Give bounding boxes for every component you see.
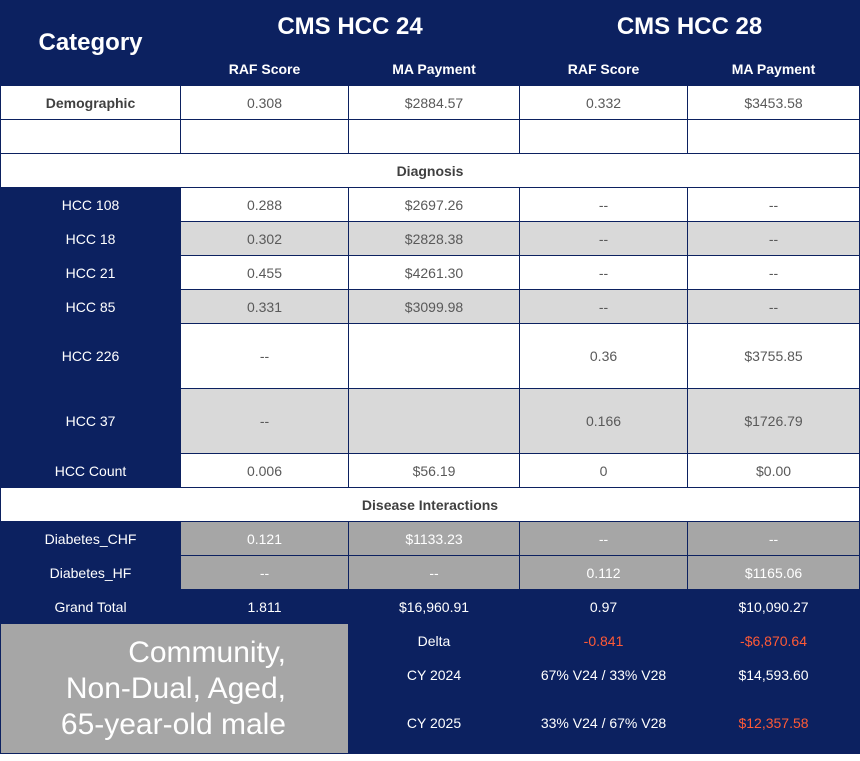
v24-raf-cell: -- [181,389,349,454]
row-label: HCC 18 [1,222,181,256]
v28-payment-cell: $0.00 [688,454,860,488]
v24-payment-cell: $56.19 [349,454,520,488]
v24-raf-cell: 0.006 [181,454,349,488]
v28-raf-cell: -- [520,522,688,556]
v24-payment-cell: $2884.57 [349,86,520,120]
note-line: Non-Dual, Aged, [65,671,286,705]
v28-raf-cell: -- [520,188,688,222]
cy2024-mix-cell: 67% V24 / 33% V28 [520,658,688,692]
empty-cell [688,120,860,154]
diabetes-chf-row [1,522,860,556]
cy2025-payment-cell: $12,357.58 [688,692,860,754]
v24-raf-cell: 1.811 [181,590,349,624]
v24-raf-cell: 0.288 [181,188,349,222]
v28-ma-payment-header: MA Payment [688,53,860,86]
v24-raf-cell: -- [181,556,349,590]
v28-payment-cell: -- [688,188,860,222]
demographic-row [1,86,860,120]
v24-payment-cell: $1133.23 [349,522,520,556]
v28-payment-cell: $3755.85 [688,324,860,389]
cy2025-label: CY 2025 [349,692,520,754]
cms-hcc-24-header: CMS HCC 24 [181,1,520,53]
v28-raf-cell: 0.36 [520,324,688,389]
delta-payment-cell: -$6,870.64 [688,624,860,658]
v24-raf-cell: 0.331 [181,290,349,324]
grand-total-row [1,590,860,624]
patient-profile-note [1,624,349,754]
v28-raf-cell: -- [520,222,688,256]
v24-raf-cell: 0.121 [181,522,349,556]
v24-payment-cell: $2828.38 [349,222,520,256]
disease-interactions-section-header: Disease Interactions [1,488,860,522]
v24-payment-cell [349,389,520,454]
v28-payment-cell: $3453.58 [688,86,860,120]
empty-row [1,120,860,154]
row-label: Demographic [1,86,181,120]
v24-payment-cell: $16,960.91 [349,590,520,624]
v24-payment-cell [349,324,520,389]
row-label: HCC Count [1,454,181,488]
v24-payment-cell: $3099.98 [349,290,520,324]
hcc-85-row [1,290,860,324]
v24-raf-cell: -- [181,324,349,389]
v24-raf-cell: 0.308 [181,86,349,120]
v28-payment-cell: -- [688,256,860,290]
v28-raf-cell: 0.112 [520,556,688,590]
v28-raf-cell: -- [520,290,688,324]
v24-payment-cell: -- [349,556,520,590]
v24-raf-cell: 0.455 [181,256,349,290]
row-label: HCC 108 [1,188,181,222]
v28-payment-cell: -- [688,222,860,256]
row-label: Diabetes_CHF [1,522,181,556]
row-label: HCC 85 [1,290,181,324]
hcc-108-row [1,188,860,222]
empty-cell [1,120,181,154]
empty-cell [181,120,349,154]
row-label: Diabetes_HF [1,556,181,590]
delta-row [1,624,860,658]
empty-cell [520,120,688,154]
hcc-226-row [1,324,860,389]
hcc-37-row [1,389,860,454]
v28-raf-cell: 0.332 [520,86,688,120]
note-line: Community, [128,635,286,669]
v28-payment-cell: $1726.79 [688,389,860,454]
row-label: HCC 21 [1,256,181,290]
v28-payment-cell: $1165.06 [688,556,860,590]
delta-label: Delta [349,624,520,658]
empty-cell [349,120,520,154]
delta-raf-cell: -0.841 [520,624,688,658]
note-line: 65-year-old male [60,707,286,741]
v24-payment-cell: $2697.26 [349,188,520,222]
diagnosis-section-header: Diagnosis [1,154,860,188]
row-label: Grand Total [1,590,181,624]
v28-raf-cell: -- [520,256,688,290]
diabetes-hf-row [1,556,860,590]
v24-raf-score-header: RAF Score [181,53,349,86]
row-label: HCC 37 [1,389,181,454]
cms-hcc-28-header: CMS HCC 28 [520,1,860,53]
cy2024-label: CY 2024 [349,658,520,692]
v28-raf-cell: 0 [520,454,688,488]
v28-payment-cell: -- [688,522,860,556]
v24-payment-cell: $4261.30 [349,256,520,290]
v28-payment-cell: -- [688,290,860,324]
cy2025-mix-cell: 33% V24 / 67% V28 [520,692,688,754]
v28-raf-cell: 0.166 [520,389,688,454]
v28-payment-cell: $10,090.27 [688,590,860,624]
cy2024-payment-cell: $14,593.60 [688,658,860,692]
category-header: Category [1,1,181,86]
v24-raf-cell: 0.302 [181,222,349,256]
hcc-21-row [1,256,860,290]
hcc-18-row [1,222,860,256]
v24-ma-payment-header: MA Payment [349,53,520,86]
v28-raf-score-header: RAF Score [520,53,688,86]
v28-raf-cell: 0.97 [520,590,688,624]
row-label: HCC 226 [1,324,181,389]
hcc-count-row [1,454,860,488]
